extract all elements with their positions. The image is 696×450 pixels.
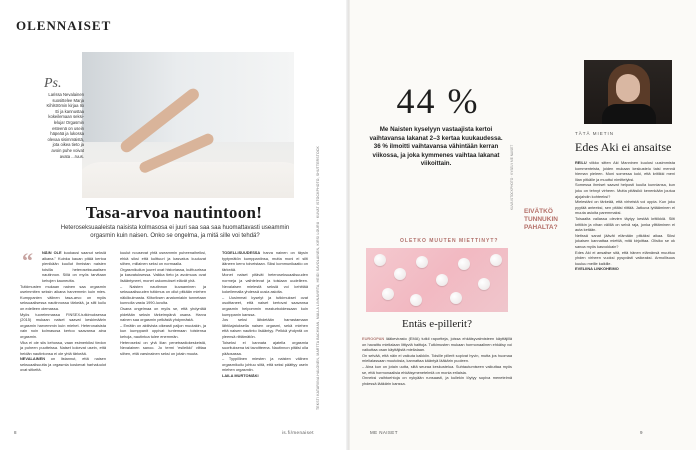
author-signature (575, 266, 675, 272)
portrait-body (602, 104, 656, 124)
paragraph-label: TODELLISUUDESSA (222, 250, 261, 255)
paragraph: Heteroseksi on yhä liian penetraatiokeskeistä, Nevalainen sanoo. Jo termi 'esileikki' viittaa siihen, että varsinainen seksi on jotain muuta. (120, 339, 206, 356)
pill-icon (478, 278, 490, 290)
photo-credit: TEKSTI KATARIINA HALONEN, MARTTA BACHMAN, MALLA LINNAVIRTA, HEIDI SAVOLAINEN, KIRSI LOURU · KUVAT ISTOCKPHOTO, SHUTTERSTOCK (316, 146, 320, 410)
column-kicker: TÄTÄ MIETIN (575, 131, 614, 136)
column-lead (20, 250, 106, 284)
column-title: Edes Aki ei ansaitse (575, 140, 672, 154)
paragraph-text: on listannut, että naisen seksuaalisuutta ja orgasmia koskevat harhaluulot ovat sitkeitä. (20, 356, 106, 373)
article-column-2 (120, 250, 206, 408)
section-title: OLENNAISET (16, 18, 112, 33)
paragraph-text: harva nainen on täysin tyytymätön kumppaniinsa, mutta moni ei silti ääneen kerro toiveistaan. Siksi kommunikaatio on tärkeää. (222, 250, 308, 272)
opinion-column (575, 160, 675, 426)
paragraph (222, 250, 308, 272)
caption-ps: Ps. (44, 76, 62, 91)
paragraph: Somessa ihmiset saavat helposti kuulla kunniansa, kun joku on tehnyt virheen. Mutta pitäisikö kenenkään joutua ajojahdin kohteeksi? (575, 182, 675, 199)
folio-magazine: ME NAISET (370, 430, 398, 435)
pill-icon (490, 254, 502, 266)
quote-mark-icon: “ (22, 248, 33, 273)
stat-credit: KUVA ISTOCKPHOTO · KYSELY ME NAISET (510, 144, 514, 210)
paragraph: Osana ongelmaa on myös se, että yhdyntää pidetään seksin tärkeimpänä osana. Harva nainen saa orgasmin pelkästä yhdynnästä. (120, 305, 206, 323)
paragraph: Tutkimusten mukaan nainen saa orgasmin useimmiten seksin aikana harvemmin kuin mies. Kumppanien välinen tasa-arvo on myös seksuaalisessa nautinnossa tärkeää, ja silti kuilu on edelleen olemassa. (20, 283, 106, 311)
paragraph: Edes Aki ei ansaitse sitä, että hänen elämänsä muuttuu yhden virheen vuoksi pysyvästi vaikeaksi. Armollisuus kuuluu meille kaikille. (575, 249, 675, 266)
paragraph-text: viikko sitten Aki Manninen kuulosi uusimmista kommenteista, joiden mukaan keskustelu taisi mennä hieman pieleen. Moni somessa koki, että kritiikki meni liian pitkälle ja muuttui nimittelyksi. (575, 160, 675, 182)
paragraph: On selvää, että näin ei vaikuta kaikkiin. Toisille pillerit sopivat hyvin, mutta jos huomaa mielialassaan muutoksia, kannattaa kääntyä lääkärin puoleen. (362, 352, 512, 364)
paragraph: Myös tuoreimmassa FINSEX-tutkimuksessa (2015) mukaan naiset saavat keskimäärin orgasmin harvemmin kuin miehet. Heteronaisista vain noin kolmasosa kertoo saavansa aina orgasmin. (20, 311, 106, 339)
article-deck: Heteroseksuaaleista naisista kolmasosa ei juuri saa saa saa huomattavasti useammin orgasmin kuin naisen. Onko se ongelma, ja mitä sille voi tehdä? (60, 225, 290, 239)
pill-icon (394, 268, 406, 280)
pull-question: EIVÄTKÖ TUNNUKIN PAHALTA? (524, 208, 558, 231)
paragraph: Toiseksi ei kannata ajatella orgasmia suorituksena tai tavoitteena. Nautinnon pitäisi olla pääosassa. (222, 339, 308, 356)
paragraph: – Uusimmat kyselyt ja tutkimukset ovat osoittaneet, että naiset kertovat saavansa orgasmin helpommin masturboidessaan kuin kumppanin kanssa. (222, 294, 308, 317)
paragraph-label: NEVALAINEN (20, 356, 46, 362)
bedroom-photo (82, 52, 294, 198)
article-headline: Tasa-arvoa nautintoon! (85, 203, 263, 222)
paragraph (20, 356, 106, 373)
pill-icon (450, 292, 462, 304)
pills-article (362, 336, 512, 428)
page-number-left: 8 (14, 430, 17, 435)
columnist-portrait (584, 60, 672, 124)
paragraph: – Aina kun on jotain uutta, siitä seuraa keskustelua. Suhtautumiseen vaikuttaa myös se, että hormonaalisia ehkäisymenetelmiä on monia erilaisia. (362, 363, 512, 375)
photo-caption: Larissa Nevalainen suosittelee Marja Kihlströmin kirjaa Ilo Ei ja kannustaa kokeilemaan seksi-leluja! Orgasmin esteenä on usein häpeää ja lukossa olevaa sisimmäistä, jota oikea tieto ja avoin puhe voivat avata ...ruus. (46, 92, 84, 159)
paragraph: Netissä sanat jäävät elämään pitkäksi aikaa. Siksi jokaisen kannattaa miettiä, mitä kirjoittaa. Olisiko se ok sanoa myös kasvokkain? (575, 232, 675, 249)
paragraph: kuulut nousevat yhtä useammin puheenaiheiksi, ehkä siksi että kulttuuri ja kasvatus kuuluvat siihen, millainen seksi on normaalia. (120, 250, 206, 267)
paragraph: Mielestäni on tärkeää, että virheistä voi oppia. Kun joku pyytää anteeksi, sen pitäisi riittää. Jatkuva lyttääminen ei muuta asioita paremmaksi. (575, 199, 675, 216)
lead-text: kuukausi saanut seksiä aikana." Kuinka kauan pitää kertoa pienikään kuullut ihmistan naisien toisilla heteroseksuaalisen nautinnon. Sillä on myös tarvitaan kehojen kauneutta. (42, 250, 106, 283)
paragraph: – Naisten nautinnon kuvaaminen ja seksuaalisuuden tutkimus on ollut pitkään miehen näkökulmasta. Klitoriksen anatomiakin tunnetaan kunnolla vasta 1990-luvulta. (120, 283, 206, 306)
pill-icon (374, 254, 386, 266)
paragraph (362, 336, 512, 353)
paragraph-text: lääkevirasto (EMA) tutkii raportteja, joissa ehkäisyvalmisteen käyttäjillä on havaittu mielialaan liittyviä haittoja. Tutkimusten mukaan hormonaalinen ehkäisy voi vaikuttaa osan käyttäjistä mielialaan. (362, 336, 512, 353)
paragraph: – Tyypillinen miesten ja naisten välinen orgasmikuilu johtuu siitä, että seksi päättyy usein miehen orgasmiin. (222, 356, 308, 373)
pills-photo (366, 248, 508, 312)
paragraph: Toisaalta vallassa olevien täytyy kestää kritiikkiä. Silti kritiikin ja vihan välillä on selvä raja, jonka ylittäminen ei auta ketään. (575, 215, 675, 233)
spine-gutter (346, 0, 350, 450)
pill-icon (436, 274, 448, 286)
signature-text: LAILA MURTOMÄKI (222, 373, 259, 379)
paragraph: Monet naiset pitävät heteroseksuaalisuuden normeja ja vaihtelevat ja toisiaan uudelleen. Nevalaisen mielestä seksiä voi kehittää kokeilemalla yhdessä uusia asioita. (222, 272, 308, 295)
stat-number: 44 % (396, 81, 480, 121)
signature-text: EVELIINA LINKOHEIMO (575, 266, 619, 272)
pill-icon (458, 258, 470, 270)
pill-icon (416, 256, 428, 268)
paragraph: Vika ei ole siis kehossa, vaan esimerkiksi tiedon ja puheen puutteissa. Naiset kokevat usein, että heidän nautintonsa ei ole yhtä tärkeää. (20, 339, 106, 356)
article-column-3 (222, 250, 308, 408)
page-number-right: 9 (640, 430, 643, 435)
paragraph-label: EUROOPAN (362, 336, 385, 341)
folio-website: is.fi/menaiset (282, 430, 314, 435)
portrait-face (616, 74, 640, 102)
author-signature (222, 373, 308, 379)
photo-bedsheet (82, 162, 294, 198)
paragraph-label: REILU (575, 160, 587, 165)
pills-kicker: OLETKO MUUTEN MIETTINYT? (400, 238, 499, 244)
pill-icon (410, 294, 422, 306)
stat-description: Me Naisten kyselyyn vastaajista kertoi vaihtavansa lakanat 2–3 kertaa kuukaudessa. 36 % ilmoitti vaihtavansa vähintään kerran viikossa, ja joka kymmenes vaihtaa lakanat viikoittain. (369, 126, 503, 168)
paragraph: Onneksi vaihtoehtoja on nykyään runsaasti, ja kullekin löytyy sopiva menetelmä yhdessä lääkärin kanssa. (362, 375, 512, 386)
paragraph: Jos seksi lähdetään harrastamaan lähtöajatuksella naisen orgasmi, sekä miehen että naisen nautinto lisääntyy. Pelkkä yhdyntä on yleensä riittämätön. (222, 317, 308, 339)
paragraph: – Emätin on aktiivista oikeasti paljon muutakin, ja kun kumppanit oppivat tuntemaan toistensa kehoja, nautintoa tulee enemmän. (120, 322, 206, 339)
paragraph (575, 160, 675, 182)
pills-title: Entäs e-pillerit? (402, 318, 472, 330)
pill-icon (382, 288, 394, 300)
article-column-1 (20, 250, 106, 408)
lead-label: NÄIN OLE (42, 250, 62, 255)
paragraph: Orgasmikuilun juuret ovat historiassa, kulttuurissa ja kasvatuksessa. Vaikka tieto ja avoimuus ovat lisääntyneet, monet uskomukset elävät yhä. (120, 266, 206, 283)
